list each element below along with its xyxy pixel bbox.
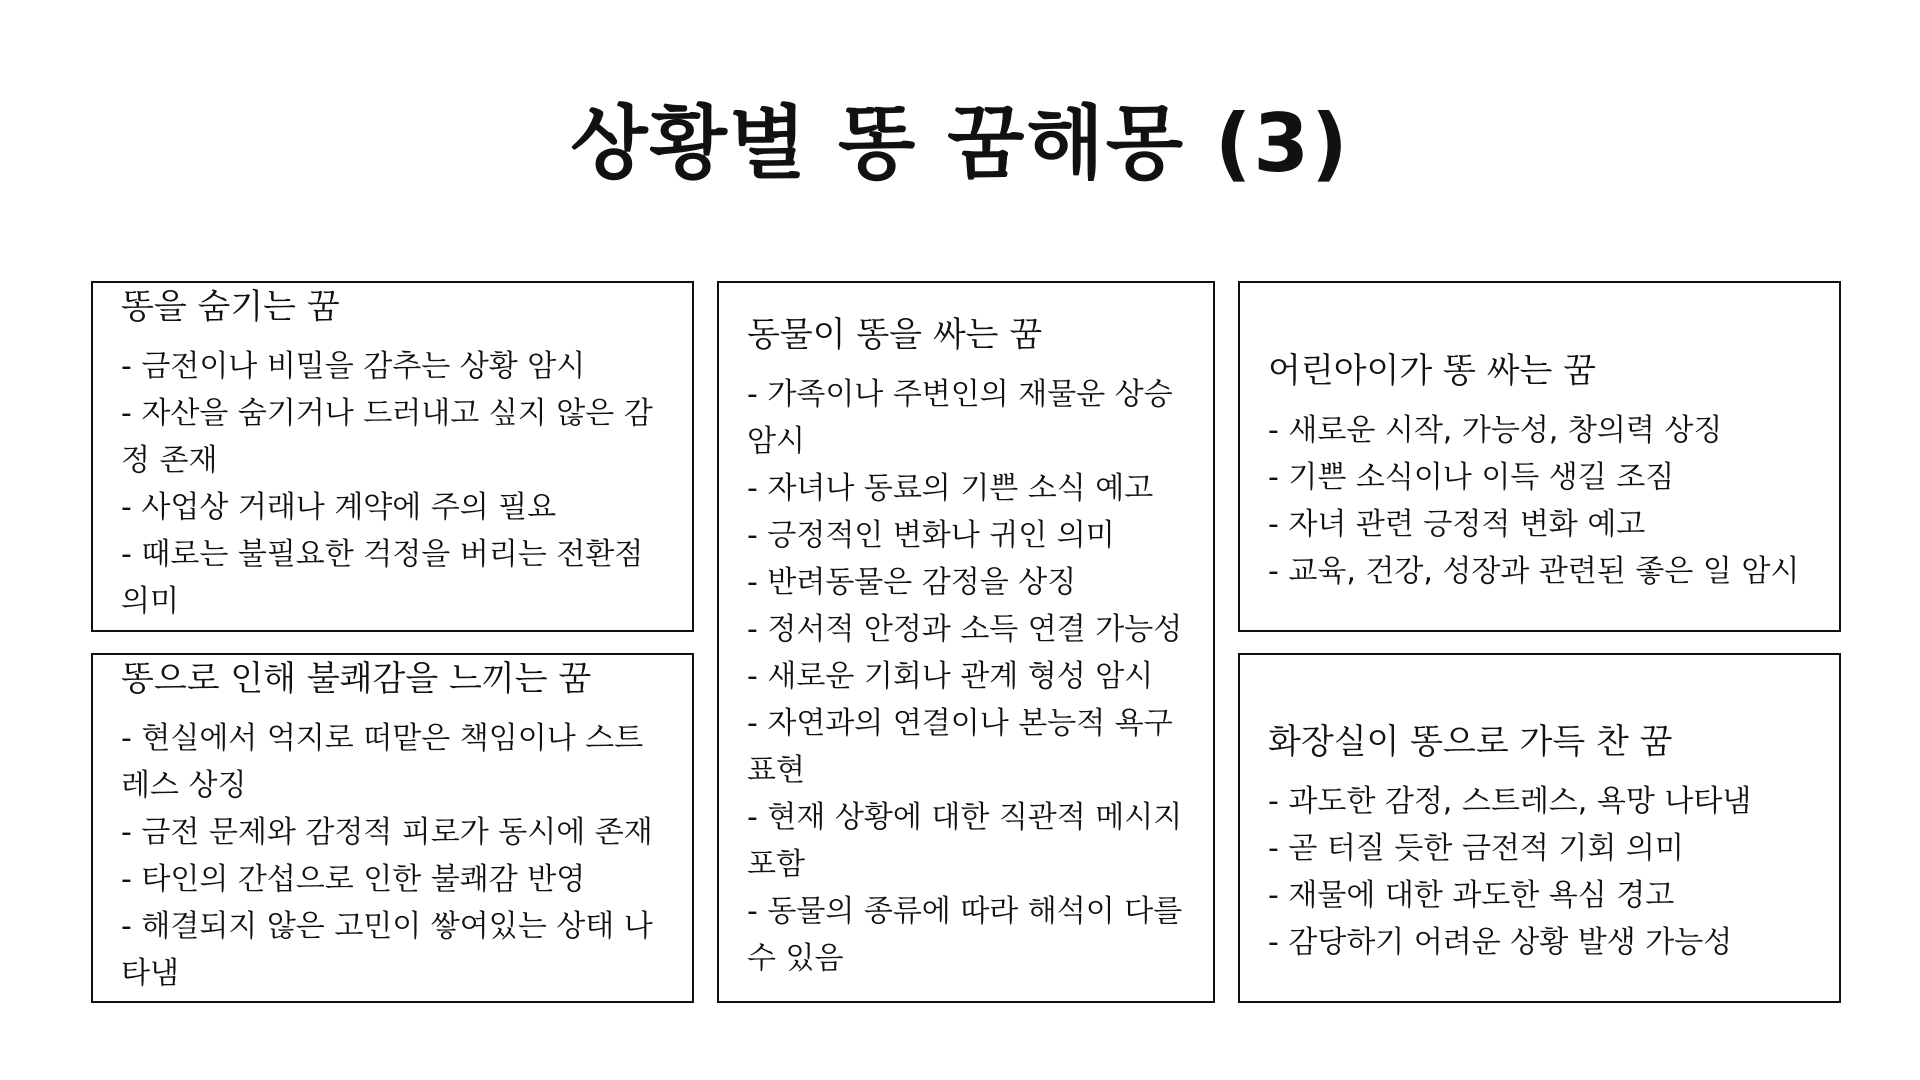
list-item: - 재물에 대한 과도한 욕심 경고 [1268,878,1675,914]
list-item: - 자산을 숨기거나 드러내고 싶지 않은 감정 존재 [121,396,653,479]
list-item: - 감당하기 어려운 상황 발생 가능성 [1268,925,1733,961]
list-item: - 기쁜 소식이나 이득 생길 조짐 [1268,460,1675,496]
list-item: - 가족이나 주변인의 재물운 상승 암시 [747,377,1173,460]
list-item: - 교육, 건강, 성장과 관련된 좋은 일 암시 [1268,554,1800,590]
list-item: - 사업상 거래나 계약에 주의 필요 [121,490,557,526]
card-item-list [1268,778,1811,966]
list-item: - 현재 상황에 대한 직관적 메시지 포함 [747,800,1183,883]
card-heading: 화장실이 똥으로 가득 찬 꿈 [1268,722,1673,762]
card-heading: 똥을 숨기는 꿈 [121,287,340,327]
card-hiding-poop-dream [91,281,694,632]
list-item: - 타인의 간섭으로 인한 불쾌감 반영 [121,862,586,898]
list-item: - 자녀 관련 긍정적 변화 예고 [1268,507,1646,543]
card-discomfort-poop-dream [91,653,694,1003]
list-item: - 반려동물은 감정을 상징 [747,565,1077,601]
card-item-list [121,343,664,625]
list-item: - 새로운 기회나 관계 형성 암시 [747,659,1154,695]
page-title: 상황별 똥 꿈해몽 (3) [570,97,1350,190]
list-item: - 동물의 종류에 따라 해석이 다를 수 있음 [747,894,1183,977]
list-item: - 자녀나 동료의 기쁜 소식 예고 [747,471,1154,507]
list-item: - 곧 터질 듯한 금전적 기회 의미 [1268,831,1684,867]
card-heading: 동물이 똥을 싸는 꿈 [747,315,1043,355]
card-item-list [1268,407,1811,595]
card-item-list [121,715,664,997]
list-item: - 현실에서 억지로 떠맡은 책임이나 스트레스 상징 [121,721,644,804]
card-item-list [747,371,1185,982]
card-animal-poop-dream [717,281,1215,1003]
list-item: - 과도한 감정, 스트레스, 욕망 나타냄 [1268,784,1752,820]
card-child-poop-dream [1238,281,1841,632]
card-heading: 어린아이가 똥 싸는 꿈 [1268,351,1597,391]
list-item: - 때로는 불필요한 걱정을 버리는 전환점 의미 [121,537,644,620]
list-item: - 금전이나 비밀을 감추는 상황 암시 [121,349,586,385]
card-heading: 똥으로 인해 불쾌감을 느끼는 꿈 [121,659,592,699]
list-item: - 정서적 안정과 소득 연결 가능성 [747,612,1183,648]
list-item: - 해결되지 않은 고민이 쌓여있는 상태 나타냄 [121,909,653,992]
list-item: - 자연과의 연결이나 본능적 욕구 표현 [747,706,1173,789]
list-item: - 긍정적인 변화나 귀인 의미 [747,518,1115,554]
list-item: - 금전 문제와 감정적 피로가 동시에 존재 [121,815,653,851]
card-toilet-full-dream [1238,653,1841,1003]
list-item: - 새로운 시작, 가능성, 창의력 상징 [1268,413,1723,449]
